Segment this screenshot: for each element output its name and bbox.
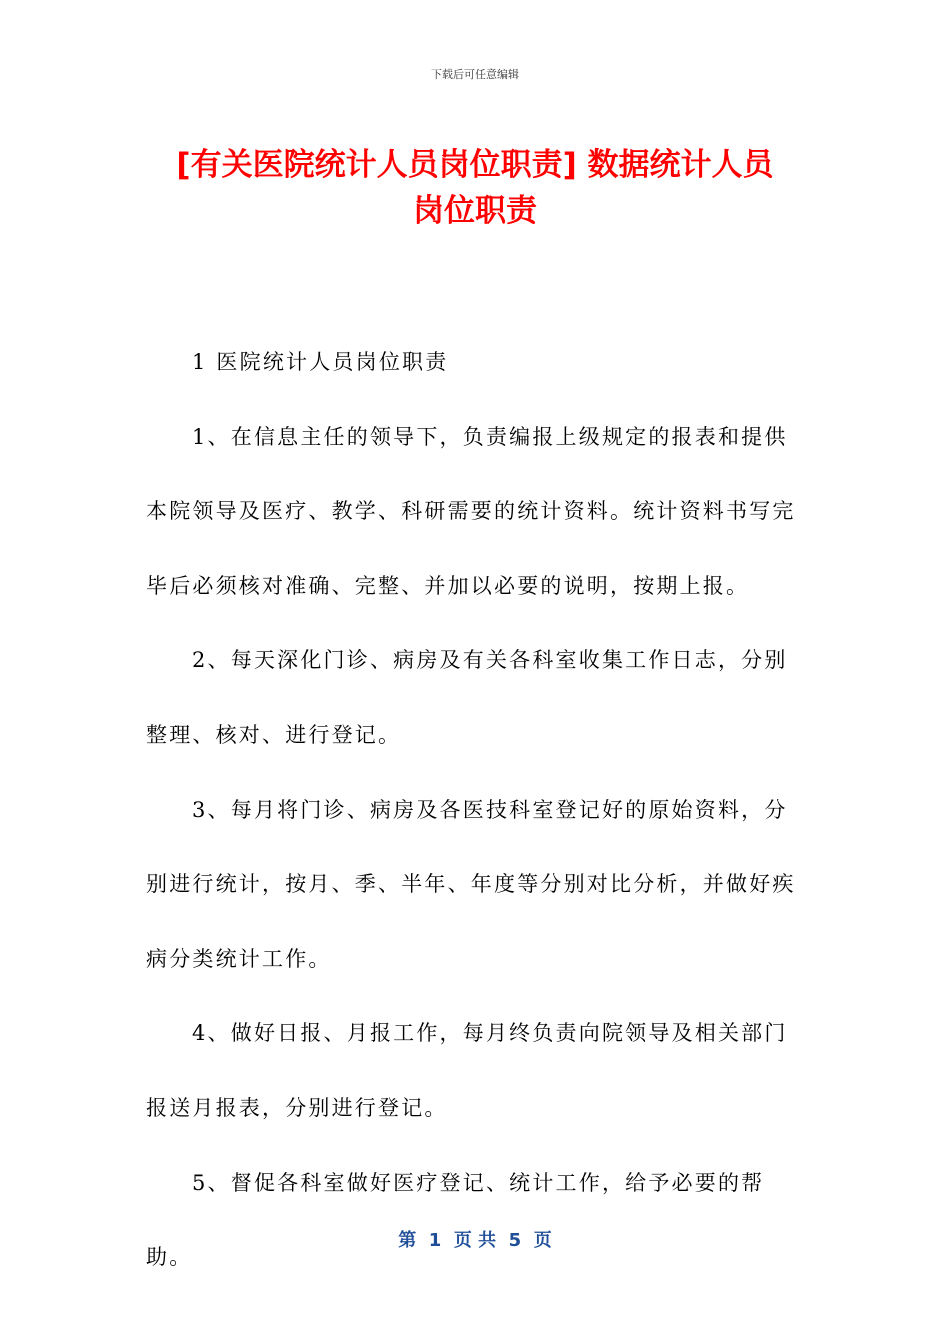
document-title [120, 142, 830, 234]
paragraph-item-1: 1、在信息主任的领导下，负责编报上级规定的报表和提供本院领导及医疗、教学、科研需要的统计资料。统计资料书写完毕后必须核对准确、完整、并加以必要的说明，按期上报。 [146, 424, 796, 598]
document-body [146, 325, 806, 1295]
header-note: 下载后可任意编辑 [431, 68, 519, 81]
paragraph-heading: 1 医院统计人员岗位职责 [192, 350, 449, 374]
document-title-line-2: 岗位职责 [413, 193, 537, 229]
paragraph-item-3: 3、每月将门诊、病房及各医技科室登记好的原始资料，分别进行统计，按月、季、半年、年度等分别对比分析，并做好疾病分类统计工作。 [146, 797, 796, 971]
paragraph-item-4: 4、做好日报、月报工作，每月终负责向院领导及相关部门报送月报表，分别进行登记。 [146, 1021, 788, 1120]
paragraph-item-5: 5、督促各科室做好医疗登记、统计工作，给予必要的帮助。 [146, 1170, 765, 1270]
paragraph-item-2: 2、每天深化门诊、病房及有关各科室收集工作日志，分别整理、核对、进行登记。 [146, 648, 788, 747]
page-number-footer: 第 1 页 共 5 页 [398, 1230, 552, 1251]
document-title-line-1: [有关医院统计人员岗位职责] 数据统计人员 [176, 147, 774, 183]
